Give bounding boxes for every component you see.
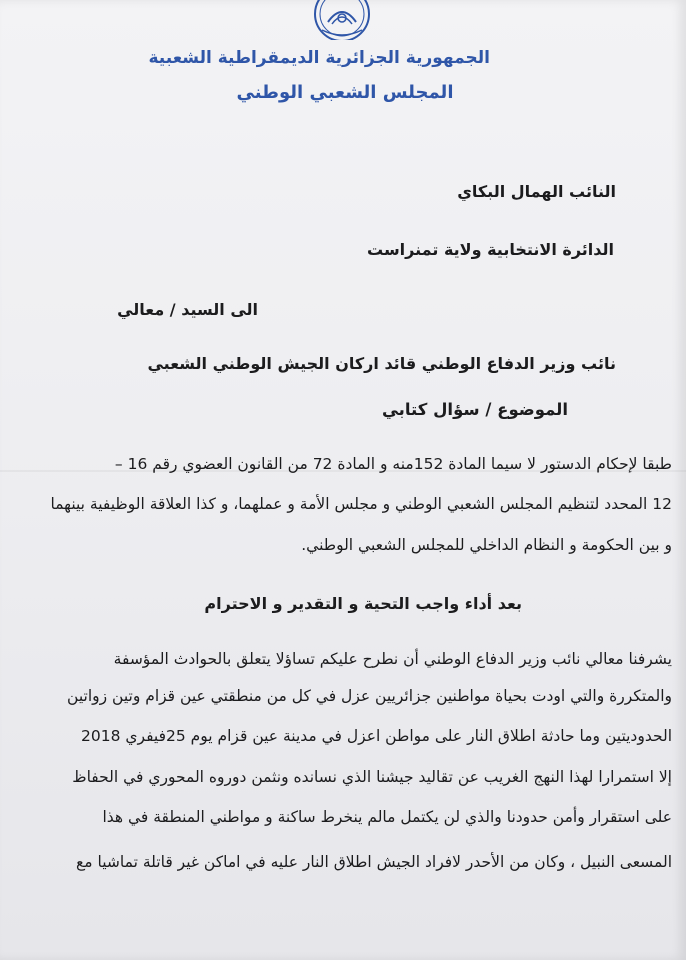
preamble-line-2: 12 المحدد لتنظيم المجلس الشعبي الوطني و مجلس الأمة و عملهما، و كذا العلاقة الوظيفية بينهما — [50, 495, 672, 513]
recipient-to: الى السيد / معالي — [117, 300, 258, 319]
assembly-heading: المجلس الشعبي الوطني — [236, 82, 454, 103]
emblem-seal-icon — [306, 0, 378, 40]
body-line-4: إلا استمرارا لهذا النهج الغريب عن تقاليد جيشنا الذي نسانده ونثمن دوروه المحوري في الحفاظ — [72, 768, 672, 786]
subject-line: الموضوع / سؤال كتابي — [381, 400, 568, 419]
sender-district: الدائرة الانتخابية ولاية تمنراست — [367, 240, 614, 259]
preamble-line-3: و بين الحكومة و النظام الداخلي للمجلس الشعبي الوطني. — [301, 536, 672, 554]
body-line-3: الحدوديتين وما حادثة اطلاق النار على مواطن اعزل في مدينة عين قزام يوم 25فيفري 2018 — [81, 727, 672, 745]
body-line-5: على استقرار وأمن حدودنا والذي لن يكتمل مالم ينخرط ساكنة و مواطني المنطقة في هذا — [102, 808, 672, 826]
sender-name: النائب الهمال البكاي — [457, 182, 616, 201]
body-line-2: والمتكررة والتي اودت بحياة مواطنين جزائريين عزل في كل من منطقتي عين قزام وتين زواتين — [67, 687, 672, 705]
body-line-1: يشرفنا معالي نائب وزير الدفاع الوطني أن نطرح عليكم تساؤلا يتعلق بالحوادث المؤسفة — [113, 650, 672, 668]
preamble-line-1: طبقا لإحكام الدستور لا سيما المادة 152منه و المادة 72 من القانون العضوي رقم 16 – — [114, 455, 672, 473]
greeting-line: بعد أداء واجب التحية و التقدير و الاحترام — [204, 594, 522, 613]
body-line-6: المسعى النبيل ، وكان من الأحدر لافراد الجيش اطلاق النار عليه في اماكن غير قاتلة تماشيا مع — [76, 853, 672, 871]
paper-fold — [0, 470, 686, 472]
republic-heading: الجمهورية الجزائرية الديمقراطية الشعبية — [148, 48, 490, 68]
recipient-title: نائب وزير الدفاع الوطني قائد اركان الجيش الوطني الشعبي — [147, 354, 616, 373]
